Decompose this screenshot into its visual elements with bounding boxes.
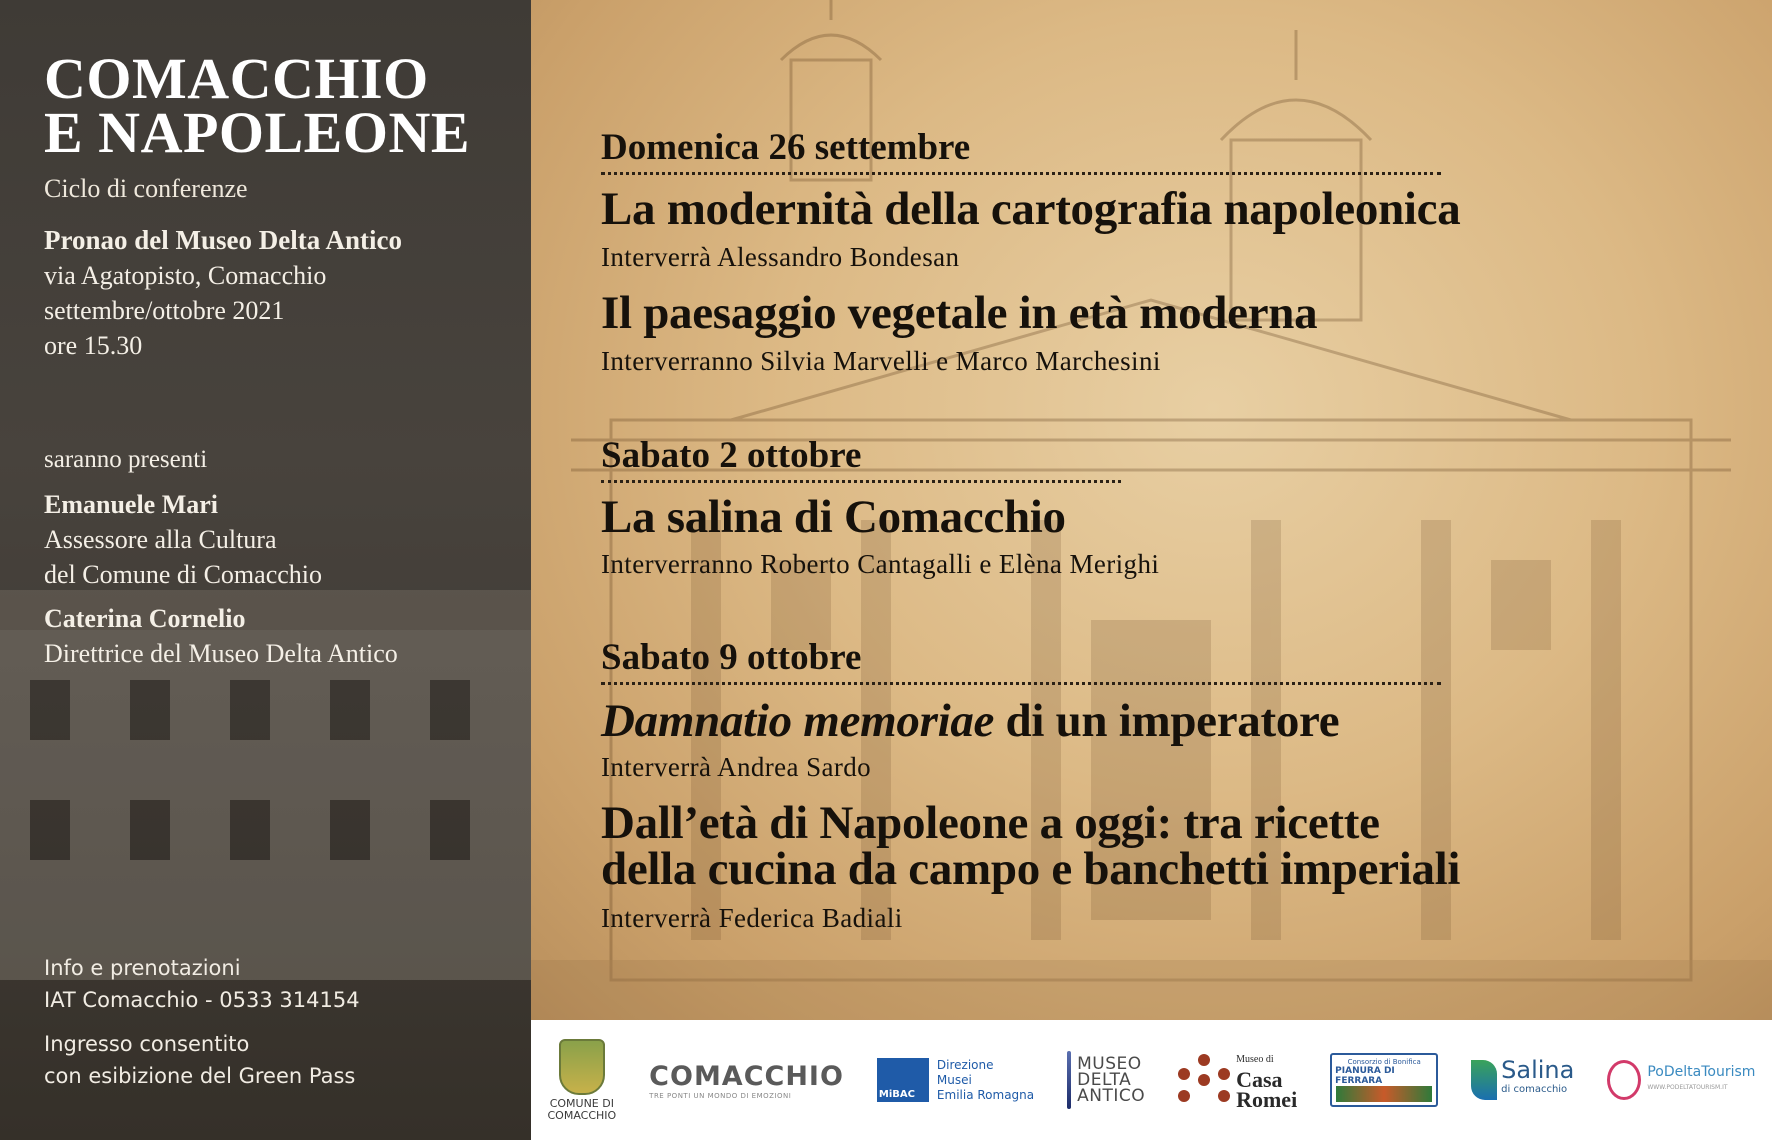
info-phone: IAT Comacchio - 0533 314154 (44, 988, 360, 1012)
title-block (44, 46, 514, 363)
logo-text-line: di comacchio (1501, 1084, 1568, 1095)
talk-title: La modernità della cartografia napoleonica (601, 183, 1461, 235)
guest-role: Assessore alla Cultura (44, 525, 277, 554)
talk-title-line: Dall’età di Napoleone a oggi: tra ricette (601, 797, 1380, 849)
left-panel (0, 0, 531, 1140)
logo-text-line: Emilia Romagna (936, 1087, 1035, 1102)
event-dates: settembre/ottobre 2021 (44, 296, 285, 325)
mibac-mark-icon: MiBAC (877, 1058, 929, 1102)
logo-text-line: DELTA (1077, 1070, 1132, 1090)
comacchio-brand-logo (649, 1061, 844, 1100)
entry-note (44, 1028, 514, 1092)
logo-text: COMACCHIO (547, 1108, 617, 1122)
guests-label: saranno presenti (44, 446, 208, 473)
logo-tagline: TRE PONTI UN MONDO DI EMOZIONI (649, 1091, 792, 1100)
logo-text-line: Romei (1236, 1087, 1298, 1112)
logo-text (1077, 1056, 1145, 1104)
talk-speaker: Interverranno Roberto Cantagalli e Elèna Merighi (601, 549, 1160, 579)
main-title (44, 46, 514, 165)
guest-2 (44, 602, 514, 671)
museo-delta-antico-logo (1067, 1051, 1145, 1109)
title-line-1: COMACCHIO (44, 46, 429, 111)
date-heading: Sabato 9 ottobre (601, 638, 1441, 685)
flamingo-icon (1607, 1060, 1641, 1100)
logo-text-line: Salina (1501, 1056, 1575, 1084)
mibac-logo (877, 1058, 1034, 1103)
museo-mark-icon (1067, 1051, 1071, 1109)
logo-text-line: Museo di (1236, 1054, 1274, 1065)
logo-text: COMUNE DI (549, 1096, 614, 1110)
entry-note-line: con esibizione del Green Pass (44, 1064, 356, 1088)
guests-block (44, 442, 514, 681)
title-line-2: E NAPOLEONE (44, 100, 471, 165)
talk-speaker: Interverrà Federica Badiali (601, 903, 903, 933)
logo-text-line: WWW.PODELTATOURISM.IT (1647, 1084, 1728, 1091)
casa-romei-logo (1178, 1050, 1297, 1110)
logo-text (1236, 1050, 1297, 1110)
talk-title-italic: Damnatio memoriae (601, 695, 995, 747)
logo-text (1501, 1056, 1575, 1100)
leaf-icon (1471, 1060, 1497, 1100)
talk-title-rest: di un imperatore (994, 695, 1340, 747)
program-panel (531, 0, 1772, 1020)
guest-role: del Comune di Comacchio (44, 560, 323, 589)
logo-text (937, 1058, 1034, 1103)
logo-text (1647, 1065, 1755, 1095)
subtitle: Ciclo di conferenze (44, 174, 248, 203)
guest-name: Caterina Cornelio (44, 604, 246, 633)
talk-title: Il paesaggio vegetale in età moderna (601, 287, 1318, 339)
date-heading: Sabato 2 ottobre (601, 436, 1121, 483)
logo-text-line: MUSEO (1077, 1054, 1142, 1074)
info-block (44, 952, 514, 1092)
sponsor-logos (531, 1020, 1772, 1140)
podelta-tourism-logo (1607, 1060, 1755, 1100)
logo-text-line: PoDeltaTourism (1647, 1064, 1756, 1080)
logo-text-line: ANTICO (1077, 1086, 1146, 1106)
logo-text-line: Direzione (936, 1057, 994, 1072)
guest-role: Direttrice del Museo Delta Antico (44, 639, 398, 668)
info-label: Info e prenotazioni (44, 956, 241, 980)
venue-address: via Agatopisto, Comacchio (44, 261, 327, 290)
talk-title (601, 797, 1461, 895)
landscape-icon (1336, 1086, 1432, 1102)
guest-name: Emanuele Mari (44, 490, 219, 519)
talk-speaker: Interverrà Alessandro Bondesan (601, 242, 960, 272)
entry-note-line: Ingresso consentito (44, 1032, 250, 1056)
salina-logo (1471, 1056, 1575, 1100)
talk-title-line: della cucina da campo e banchetti imperiali (601, 843, 1461, 895)
talk-speaker: Interverranno Silvia Marvelli e Marco Marchesini (601, 346, 1161, 376)
talk-speaker: Interverrà Andrea Sardo (601, 752, 872, 782)
logo-text: COMACCHIO (649, 1060, 844, 1092)
logo-text-line: Musei (936, 1072, 972, 1087)
consorzio-bonifica-logo (1330, 1053, 1438, 1107)
talk-title (601, 695, 1340, 747)
talk-title: La salina di Comacchio (601, 491, 1066, 543)
crest-icon (559, 1039, 605, 1095)
comune-di-comacchio-logo (547, 1039, 616, 1122)
guest-1 (44, 488, 514, 592)
logo-text-line: PIANURA DI FERRARA (1335, 1066, 1395, 1086)
date-heading: Domenica 26 settembre (601, 128, 1441, 175)
logo-text-line: Consorzio di Bonifica (1347, 1058, 1421, 1066)
logo-text-line: Casa (1236, 1067, 1283, 1092)
event-time: ore 15.30 (44, 331, 143, 360)
venue-name: Pronao del Museo Delta Antico (44, 225, 402, 255)
dots-icon (1178, 1054, 1230, 1106)
